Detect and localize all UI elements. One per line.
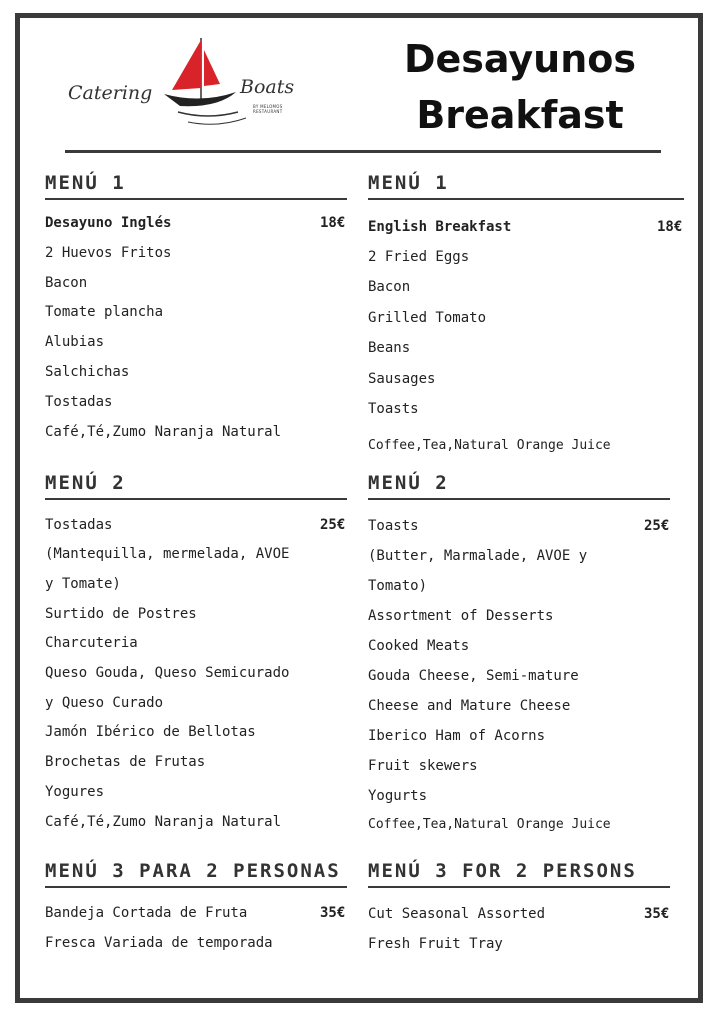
es-menu2-heading: MENÚ 2 [45, 472, 126, 494]
en-menu2-item: Assortment of Desserts [368, 608, 554, 624]
es-menu1-item: Desayuno Inglés [45, 215, 172, 231]
es-menu2-item: (Mantequilla, mermelada, AVOE [45, 546, 290, 562]
en-menu2-item: Tomato) [368, 578, 428, 594]
en-menu2-item: Yogurts [368, 788, 428, 804]
en-menu3-rule [368, 886, 670, 888]
en-menu1-item: Bacon [368, 279, 411, 295]
es-menu2-item: Surtido de Postres [45, 606, 197, 622]
en-menu2-item: Gouda Cheese, Semi-mature [368, 668, 579, 684]
es-menu2-price: 25€ [320, 517, 346, 533]
logo [68, 34, 308, 134]
es-menu2-item: Brochetas de Frutas [45, 754, 206, 770]
es-menu2-item: y Tomate) [45, 576, 121, 592]
en-menu2-item: Iberico Ham of Acorns [368, 728, 546, 744]
es-menu3-item: Fresca Variada de temporada [45, 935, 273, 951]
es-menu1-item: Café,Té,Zumo Naranja Natural [45, 424, 282, 440]
es-menu2-item: Yogures [45, 784, 105, 800]
en-menu3-item: Fresh Fruit Tray [368, 936, 503, 952]
en-menu2-item: Coffee,Tea,Natural Orange Juice [368, 817, 611, 832]
es-menu3-price: 35€ [320, 905, 346, 921]
en-menu1-rule [368, 198, 684, 200]
title-english: Breakfast [416, 93, 624, 137]
title-spanish: Desayunos [403, 37, 636, 81]
header-divider [65, 150, 661, 153]
es-menu1-item: Tostadas [45, 394, 113, 410]
es-menu2-item: Tostadas [45, 517, 113, 533]
logo-word-boats: Boats [240, 76, 295, 98]
en-menu1-heading: MENÚ 1 [368, 172, 449, 194]
es-menu1-item: Tomate plancha [45, 304, 164, 320]
en-menu1-item: Beans [368, 340, 411, 356]
logo-word-catering: Catering [68, 82, 153, 104]
es-menu3-item: Bandeja Cortada de Fruta [45, 905, 248, 921]
en-menu3-price: 35€ [644, 906, 670, 922]
es-menu2-item: y Queso Curado [45, 695, 164, 711]
es-menu2-rule [45, 498, 347, 500]
en-menu2-rule [368, 498, 670, 500]
es-menu3-heading: MENÚ 3 PARA 2 PERSONAS [45, 860, 341, 882]
es-menu2-item: Café,Té,Zumo Naranja Natural [45, 814, 282, 830]
es-menu1-price: 18€ [320, 215, 346, 231]
en-menu2-heading: MENÚ 2 [368, 472, 449, 494]
en-menu1-item: 2 Fried Eggs [368, 249, 470, 265]
en-menu3-item: Cut Seasonal Assorted [368, 906, 546, 922]
es-menu1-item: Alubias [45, 334, 105, 350]
es-menu3-rule [45, 886, 347, 888]
en-menu2-item: Cooked Meats [368, 638, 470, 654]
en-menu1-item: Sausages [368, 371, 436, 387]
es-menu1-item: 2 Huevos Fritos [45, 245, 172, 261]
en-menu2-item: Cheese and Mature Cheese [368, 698, 571, 714]
logo-tagline: BY MELOMOS RESTAURANT [253, 104, 283, 114]
en-menu1-item: Grilled Tomato [368, 310, 487, 326]
en-menu1-item: Coffee,Tea,Natural Orange Juice [368, 438, 611, 453]
en-menu1-item: Toasts [368, 401, 419, 417]
es-menu1-heading: MENÚ 1 [45, 172, 126, 194]
es-menu2-item: Charcuteria [45, 635, 138, 651]
en-menu1-price: 18€ [657, 219, 683, 235]
es-menu1-item: Salchichas [45, 364, 130, 380]
en-menu1-item: English Breakfast [368, 219, 512, 235]
en-menu2-item: Fruit skewers [368, 758, 478, 774]
en-menu2-item: (Butter, Marmalade, AVOE y [368, 548, 588, 564]
es-menu2-item: Queso Gouda, Queso Semicurado [45, 665, 290, 681]
en-menu3-heading: MENÚ 3 FOR 2 PERSONS [368, 860, 637, 882]
es-menu1-item: Bacon [45, 275, 88, 291]
en-menu2-price: 25€ [644, 518, 670, 534]
es-menu2-item: Jamón Ibérico de Bellotas [45, 724, 256, 740]
en-menu2-item: Toasts [368, 518, 419, 534]
es-menu1-rule [45, 198, 347, 200]
page-border [15, 13, 703, 1003]
